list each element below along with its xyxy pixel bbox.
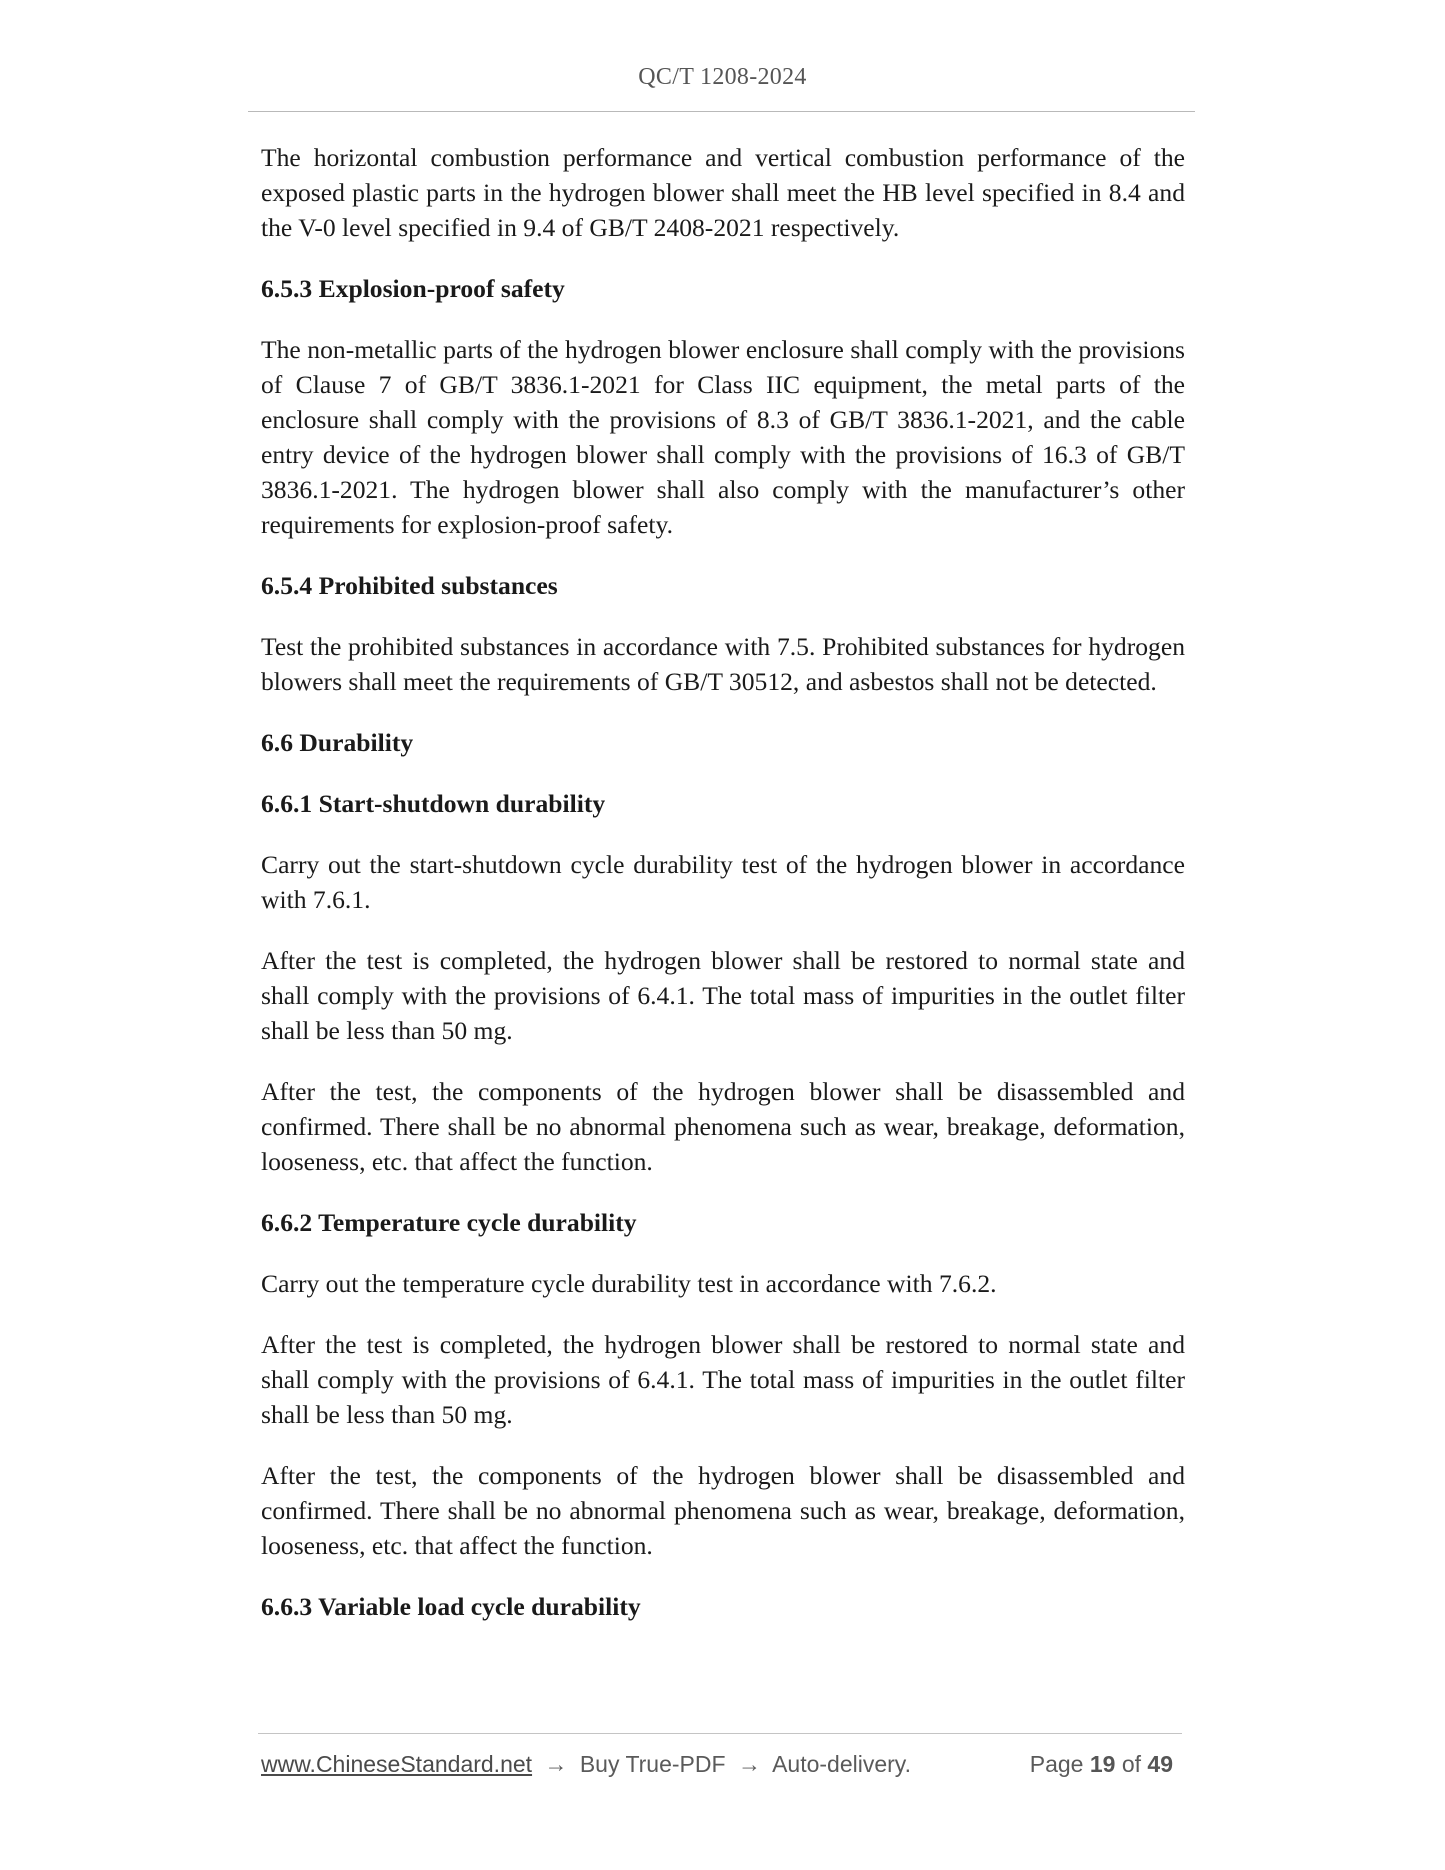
heading-6-6-2: 6.6.2 Temperature cycle durability (261, 1208, 637, 1237)
heading-6-6: 6.6 Durability (261, 728, 414, 757)
document-body (261, 140, 1185, 1650)
paragraph-explosion-proof: The non-metallic parts of the hydrogen blower enclosure shall comply with the provisions of Clause 7 of GB/T 3836.1-2021 for Class IIC equipment, the metal parts of the enclosure shall comply with the provisions of 8.3 of GB/T 3836.1-2021, and the cable entry device of the hydrogen blower shall comply with the provisions of 16.3 of GB/T 3836.1-2021. The hydrogen blower shall also comply with the manufacturer’s other requirements for explosion-proof safety. (261, 335, 1185, 539)
auto-delivery-text: Auto-delivery. (772, 1751, 911, 1777)
paragraph-start-shutdown-restore: After the test is completed, the hydrogen blower shall be restored to normal state and shall comply with the provisions of 6.4.1. The total mass of impurities in the outlet filter shall be less than 50 mg. (261, 946, 1185, 1045)
heading-6-5-3: 6.5.3 Explosion-proof safety (261, 274, 565, 303)
header-divider (248, 111, 1195, 112)
heading-6-6-1: 6.6.1 Start-shutdown durability (261, 789, 606, 818)
footer-divider (258, 1733, 1182, 1734)
page-label: Page (1029, 1751, 1084, 1777)
page-number: 19 (1089, 1751, 1116, 1777)
page-footer (261, 1751, 1185, 1783)
page-indicator (1030, 1751, 1173, 1778)
paragraph-prohibited-substances: Test the prohibited substances in accordance with 7.5. Prohibited substances for hydrogen blowers shall meet the requirements of GB/T 30512, and asbestos shall not be detected. (261, 632, 1185, 696)
paragraph-start-shutdown-disassemble: After the test, the components of the hydrogen blower shall be disassembled and confirmed. There shall be no abnormal phenomena such as wear, breakage, deformation, looseness, etc. that affect the function. (261, 1077, 1185, 1176)
paragraph-temperature-restore: After the test is completed, the hydrogen blower shall be restored to normal state and shall comply with the provisions of 6.4.1. The total mass of impurities in the outlet filter shall be less than 50 mg. (261, 1330, 1185, 1429)
arrow-right-icon: → (737, 1751, 761, 1777)
paragraph-start-shutdown-test: Carry out the start-shutdown cycle durability test of the hydrogen blower in accordance with 7.6.1. (261, 850, 1185, 914)
of-label: of (1121, 1751, 1142, 1777)
paragraph-temperature-test: Carry out the temperature cycle durability test in accordance with 7.6.2. (261, 1269, 997, 1298)
chinesestandard-link[interactable]: www.ChineseStandard.net (261, 1751, 533, 1777)
buy-true-pdf-text: Buy True-PDF (579, 1751, 726, 1777)
arrow-right-icon: → (544, 1751, 568, 1777)
paragraph-temperature-disassemble: After the test, the components of the hydrogen blower shall be disassembled and confirmed. There shall be no abnormal phenomena such as wear, breakage, deformation, looseness, etc. that affect the function. (261, 1461, 1185, 1560)
heading-6-5-4: 6.5.4 Prohibited substances (261, 571, 558, 600)
page-header-title: QC/T 1208-2024 (638, 64, 807, 90)
page-total: 49 (1147, 1751, 1173, 1777)
heading-6-6-3: 6.6.3 Variable load cycle durability (261, 1592, 641, 1621)
paragraph-combustion: The horizontal combustion performance and vertical combustion performance of the exposed plastic parts in the hydrogen blower shall meet the HB level specified in 8.4 and the V-0 level specified in 9.4 of GB/T 2408-2021 respectively. (261, 143, 1185, 242)
